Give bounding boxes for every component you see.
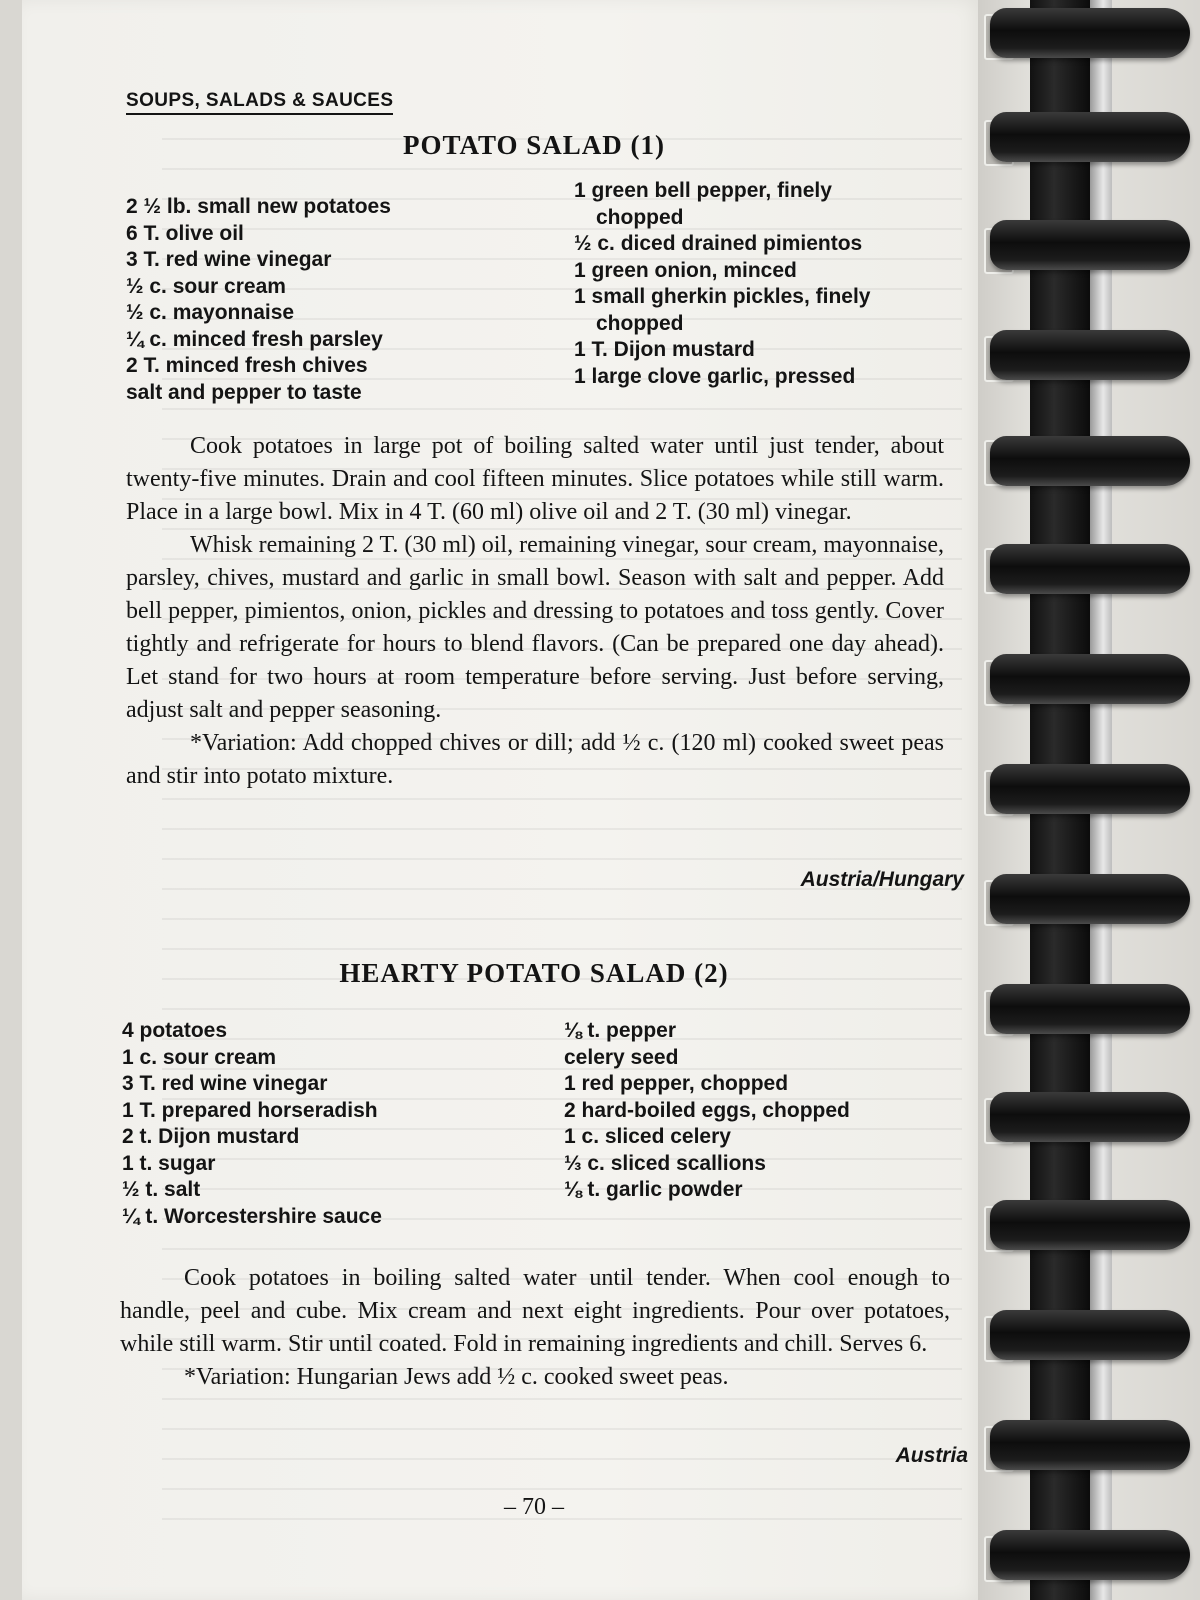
binding-ring xyxy=(990,436,1190,486)
recipe-directions xyxy=(126,430,944,793)
ingredient: 1 small gherkin pickles, finely xyxy=(574,285,871,308)
ingredient: 1 t. sugar xyxy=(122,1151,216,1175)
ingredients-left-column xyxy=(126,194,391,406)
binding-ring xyxy=(990,874,1190,924)
ingredient: ½ c. mayonnaise xyxy=(126,301,295,324)
spiral-binding xyxy=(978,0,1200,1600)
ingredients-right-column xyxy=(574,178,870,390)
recipe-title: HEARTY POTATO SALAD (2) xyxy=(339,958,729,988)
ingredient: 1 c. sour cream xyxy=(122,1045,277,1069)
directions-paragraph: Cook potatoes in large pot of boiling salted water until just tender, about twenty-five minutes. Drain and cool fifteen minutes. Slice potatoes while still warm. Place in a large bowl. Mix in 4 T. (60 ml) olive oil and 2 T. (30 ml) vinegar. xyxy=(126,433,944,525)
ingredient: ½ t. salt xyxy=(122,1178,201,1201)
recipe-origin: Austria/Hungary xyxy=(800,868,964,891)
ingredient-continuation: chopped xyxy=(596,311,684,335)
ingredient: 2 T. minced fresh chives xyxy=(126,354,368,377)
ingredient-continuation: chopped xyxy=(596,205,684,229)
binding-ring xyxy=(990,8,1190,58)
binding-ring xyxy=(990,544,1190,594)
recipe-directions xyxy=(120,1262,950,1394)
page-number: – 70 – xyxy=(504,1494,564,1520)
binding-ring xyxy=(990,330,1190,380)
binding-ring xyxy=(990,1092,1190,1142)
ingredient: 1 large clove garlic, pressed xyxy=(574,364,856,388)
ingredient: 1 green bell pepper, finely xyxy=(574,179,832,202)
binding-ring xyxy=(990,1420,1190,1470)
ingredient: 1 red pepper, chopped xyxy=(564,1072,789,1095)
directions-paragraph: Whisk remaining 2 T. (30 ml) oil, remaining vinegar, sour cream, mayonnaise, parsley, chives, mustard and garlic in small bowl. Season with salt and pepper. Add bell pepper, pimientos, onion, pickles and dressing to potatoes and toss gently. Cover tightly and refrigerate for hours to blend flavors. (Can be prepared one day ahead). Let stand for two hours at room temperature before serving. Just before serving, adjust salt and pepper seasoning. xyxy=(126,532,944,723)
ingredient: 2 hard-boiled eggs, chopped xyxy=(564,1098,850,1122)
ingredients-left-column xyxy=(122,1018,382,1230)
binding-ring xyxy=(990,1200,1190,1250)
ingredient: 1 T. prepared horseradish xyxy=(122,1098,378,1122)
binding-ring xyxy=(990,984,1190,1034)
ingredient: salt and pepper to taste xyxy=(126,380,362,404)
recipe-origin: Austria xyxy=(895,1444,968,1467)
ingredient: 1 c. sliced celery xyxy=(564,1125,731,1148)
ingredient: ½ c. diced drained pimientos xyxy=(574,232,863,255)
variation-paragraph: *Variation: Add chopped chives or dill; add ½ c. (120 ml) cooked sweet peas and stir into potato mixture. xyxy=(126,730,944,789)
ingredient: ⅓ c. sliced scallions xyxy=(564,1151,766,1175)
section-header: SOUPS, SALADS & SAUCES xyxy=(126,90,393,115)
ingredient: 1 T. Dijon mustard xyxy=(574,338,755,361)
ingredients-right-column xyxy=(564,1018,850,1204)
ingredient: ¼ c. minced fresh parsley xyxy=(126,327,383,351)
ingredient: 6 T. olive oil xyxy=(126,221,244,245)
variation-paragraph: *Variation: Hungarian Jews add ½ c. cooked sweet peas. xyxy=(184,1364,729,1390)
binding-ring xyxy=(990,654,1190,704)
ingredient: 2 t. Dijon mustard xyxy=(122,1125,300,1148)
ingredient: 3 T. red wine vinegar xyxy=(126,248,332,271)
binding-ring xyxy=(990,1310,1190,1360)
ingredient: 4 potatoes xyxy=(122,1019,228,1042)
cookbook-page xyxy=(22,0,982,1600)
ingredient: 1 green onion, minced xyxy=(574,258,797,282)
ingredient: ⅛ t. pepper xyxy=(564,1019,677,1042)
ingredient: ⅛ t. garlic powder xyxy=(564,1178,743,1201)
ingredient: ½ c. sour cream xyxy=(126,274,286,298)
recipe-title: POTATO SALAD (1) xyxy=(402,130,666,160)
ingredient: 2 ½ lb. small new potatoes xyxy=(126,195,391,218)
binding-ring xyxy=(990,764,1190,814)
ingredient: ¼ t. Worcestershire sauce xyxy=(122,1204,382,1228)
binding-ring xyxy=(990,112,1190,162)
directions-paragraph: Cook potatoes in boiling salted water until tender. When cool enough to handle, peel and cube. Mix cream and next eight ingredients. Pour over potatoes, while still warm. Stir until coated. Fold in remaining ingredients and chill. Serves 6. xyxy=(120,1265,950,1357)
ingredient: 3 T. red wine vinegar xyxy=(122,1072,328,1095)
binding-ring xyxy=(990,1530,1190,1580)
ingredient: celery seed xyxy=(564,1045,679,1069)
binding-ring xyxy=(990,220,1190,270)
